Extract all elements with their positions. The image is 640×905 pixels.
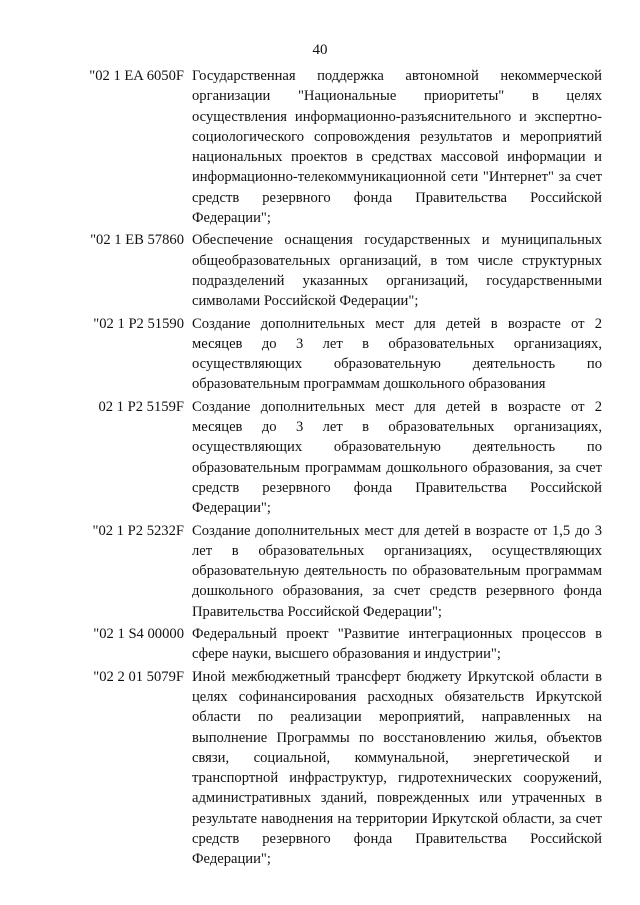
list-item — [78, 66, 602, 228]
budget-code: "02 2 01 5079F — [93, 668, 184, 685]
page-number: 40 — [312, 42, 328, 58]
budget-code: "02 1 P2 51590 — [93, 315, 184, 332]
budget-code: "02 1 EB 57860 — [90, 232, 184, 249]
budget-description: Создание дополнительных мест для детей в возрасте от 2 месяцев до 3 лет в образовательных организациях, осуществляющих образовательную деятельность по образовательным программам дошкольного образования — [192, 315, 602, 393]
budget-description: Создание дополнительных мест для детей в возрасте от 2 месяцев до 3 лет в образовательных организациях, осуществляющих образовательную деятельность по образовательным программам дошкольного образования, за счет средств резервного фонда Правительства Российской Федерации"; — [192, 398, 602, 517]
budget-description: Создание дополнительных мест для детей в возрасте от 1,5 до 3 лет в образовательных организациях, осуществляющих образовательную деятельность по образовательным программам дошкольного образования, за счет средств резервного фонда Правительства Российской Федерации"; — [192, 522, 602, 620]
list-item — [78, 667, 602, 870]
budget-code-list — [78, 66, 602, 872]
budget-code: "02 1 EA 6050F — [89, 68, 184, 84]
budget-description: Федеральный проект "Развитие интеграционных процессов в сфере науки, высшего образования и индустрии"; — [192, 626, 602, 663]
list-item — [78, 624, 602, 665]
list-item — [78, 314, 602, 395]
budget-description: Государственная поддержка автономной некоммерческой организации "Национальные приоритеты" в целях осуществления информационно-разъяснительного и экспертно-социологического сопровождения результатов и мероприятий национальных проектов в средствах массовой информации и информационно-телекоммуникационной сети "Интернет" за счет средств резервного фонда Правительства Российской Федерации"; — [192, 68, 602, 227]
budget-description: Обеспечение оснащения государственных и муниципальных общеобразовательных организаций, в том числе структурных подразделений указанных организаций, государственными символами Российской Федерации"; — [192, 232, 602, 310]
budget-code: 02 1 P2 5159F — [98, 398, 184, 415]
list-item — [78, 521, 602, 622]
budget-description: Иной межбюджетный трансферт бюджету Иркутской области в целях софинансирования расходных обязательств Иркутской области по реализации мероприятий, направленных на выполнение Программы по восстановлению жилья, объектов связи, социальной, коммунальной, энергетической и транспортной инфраструктур, гидротехнических сооружений, административных зданий, поврежденных или утраченных в результате наводнения на территории Иркутской области, за счет средств резервного фонда Правительства Российской Федерации"; — [192, 668, 602, 868]
budget-code: "02 1 S4 00000 — [93, 626, 184, 643]
list-item — [78, 230, 602, 311]
budget-code: "02 1 P2 5232F — [92, 522, 184, 539]
list-item — [78, 397, 602, 519]
